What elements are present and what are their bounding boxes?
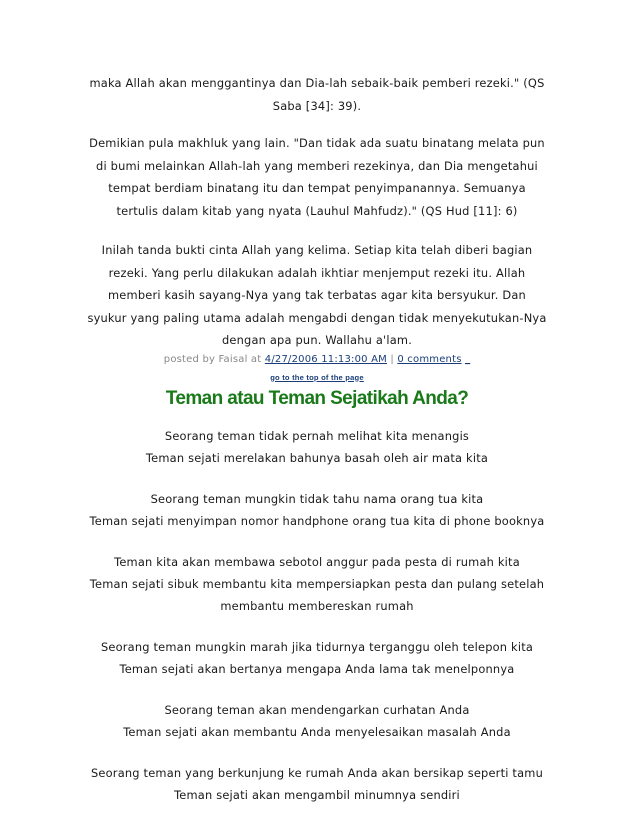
poem-line: Teman sejati merelakan bahunya basah oleh air mata kita <box>145 450 489 465</box>
text-line: Saba [34]: 39). <box>272 98 362 113</box>
text-line: tertulis dalam kitab yang nyata (Lauhul Mahfudz)." (QS Hud [11]: 6) <box>116 203 518 218</box>
poem-line: Seorang teman tidak pernah melihat kita menangis <box>164 428 470 443</box>
poem-line: membantu membereskan rumah <box>220 598 414 613</box>
poem <box>82 425 552 806</box>
post-timestamp-link[interactable]: 4/27/2006 11:13:00 AM <box>264 353 387 365</box>
post-meta-prefix: posted by Faisal at <box>163 353 262 365</box>
stanza-4 <box>82 636 552 680</box>
text-line: syukur yang paling utama adalah mengabdi dengan tidak menyekutukan-Nya <box>87 310 547 325</box>
poem-line: Seorang teman akan mendengarkan curhatan Anda <box>164 702 470 717</box>
poem-line: Seorang teman mungkin tidak tahu nama orang tua kita <box>150 491 484 506</box>
text-line: Inilah tanda bukti cinta Allah yang kelima. Setiap kita telah diberi bagian <box>101 243 533 257</box>
text-line: memberi kasih sayang-Nya yang tak terbatas agar kita bersyukur. Dan <box>108 288 526 302</box>
paragraph-1 <box>82 72 552 117</box>
poem-line: Teman kita akan membawa sebotol anggur pada pesta di rumah kita <box>114 554 520 569</box>
paragraph-2 <box>82 132 552 222</box>
article-title: Teman atau Teman Sejatikah Anda? <box>165 387 469 409</box>
poem-line: Teman sejati akan mengambil minumnya sendiri <box>174 787 460 802</box>
document-page <box>82 72 552 806</box>
comments-link[interactable]: 0 comments <box>397 353 462 365</box>
poem-line: Seorang teman mungkin marah jika tidurnya terganggu oleh telepon kita <box>100 639 534 654</box>
stanza-5 <box>82 699 552 743</box>
meta-separator: | <box>390 353 394 365</box>
stanza-1 <box>82 425 552 469</box>
stanza-2 <box>82 488 552 532</box>
poem-line: Teman sejati menyimpan nomor handphone orang tua kita di phone booknya <box>89 513 545 528</box>
poem-line: Seorang teman yang berkunjung ke rumah Anda akan bersikap seperti tamu <box>91 765 543 780</box>
text-line: dengan apa pun. Wallahu a'lam. <box>221 333 413 347</box>
text-line: maka Allah akan menggantinya dan Dia-lah sebaik-baik pemberi rezeki." (QS <box>89 76 545 90</box>
stanza-3 <box>82 551 552 617</box>
trailing-link[interactable]: _ <box>465 353 471 365</box>
text-line: tempat berdiam binatang itu dan tempat penyimpanannya. Semuanya <box>108 181 526 195</box>
poem-line: Teman sejati sibuk membantu kita mempersiapkan pesta dan pulang setelah <box>89 576 545 591</box>
top-of-page-link[interactable]: go to the top of the page <box>270 372 364 382</box>
stanza-6 <box>82 762 552 806</box>
text-line: rezeki. Yang perlu dilakukan adalah ikhtiar menjemput rezeki itu. Allah <box>108 265 526 280</box>
poem-line: Teman sejati akan bertanya mengapa Anda lama tak menelponnya <box>119 661 515 676</box>
poem-line: Teman sejati akan membantu Anda menyelesaikan masalah Anda <box>123 724 511 739</box>
post-meta <box>82 353 552 367</box>
text-line: di bumi melainkan Allah-lah yang memberi rezekinya, dan Dia mengetahui <box>96 158 538 173</box>
paragraph-3 <box>82 239 552 352</box>
text-line: Demikian pula makhluk yang lain. "Dan tidak ada suatu binatang melata pun <box>89 136 545 150</box>
